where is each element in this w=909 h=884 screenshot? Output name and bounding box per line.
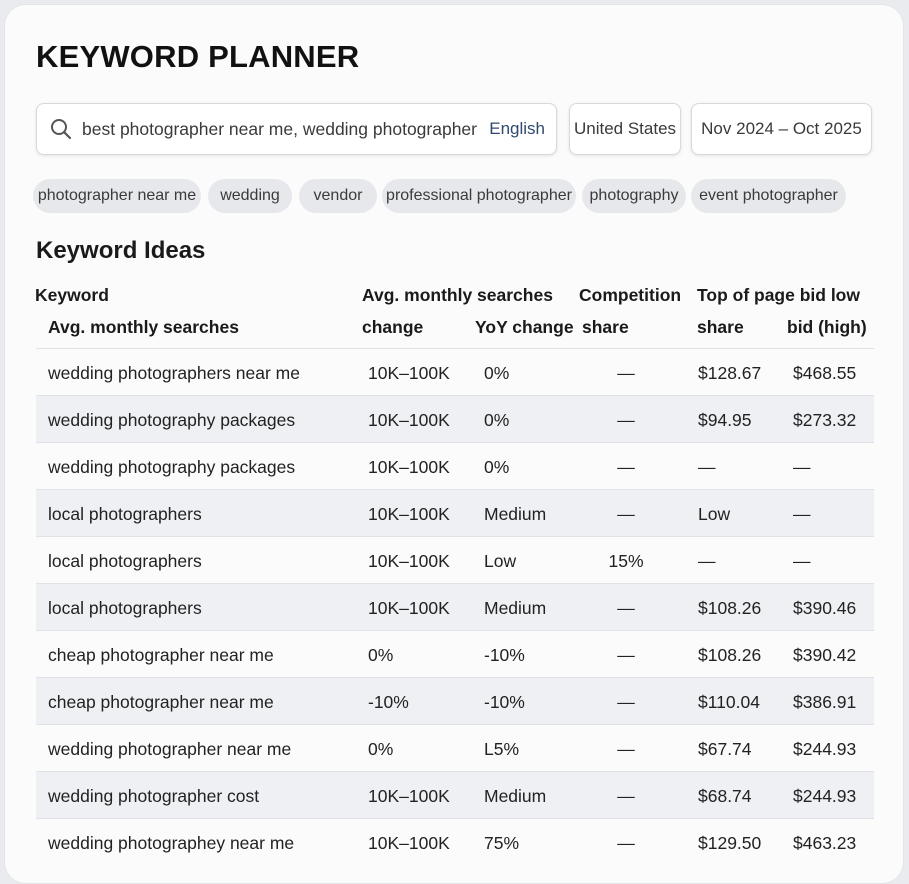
search-input[interactable] xyxy=(36,103,557,155)
table-header xyxy=(5,285,904,347)
cell-keyword: wedding photographers near me xyxy=(48,363,300,383)
cell-competition: — xyxy=(617,410,635,430)
cell-bid-low: $128.67 xyxy=(698,363,762,383)
cell-bid-low: — xyxy=(698,551,716,571)
cell-avg-monthly-searches: 10K–100K xyxy=(368,598,450,618)
header-bid-high[interactable]: bid (high) xyxy=(787,317,867,337)
chip-professional-photographer[interactable]: professional photographer xyxy=(382,179,576,213)
chip-vendor[interactable]: vendor xyxy=(299,179,377,213)
cell-yoy-change: -10% xyxy=(484,692,525,712)
cell-avg-monthly-searches: 10K–100K xyxy=(368,786,450,806)
cell-keyword: local photographers xyxy=(48,551,202,571)
cell-keyword: local photographers xyxy=(48,504,202,524)
table-row[interactable] xyxy=(36,771,874,818)
table-row[interactable] xyxy=(36,395,874,442)
table-row[interactable] xyxy=(36,724,874,771)
cell-bid-high: — xyxy=(793,504,811,524)
cell-yoy-change: 0% xyxy=(484,457,510,477)
cell-keyword: wedding photography packages xyxy=(48,410,296,430)
language-selector[interactable]: English xyxy=(489,119,545,138)
cell-keyword: wedding photographey near me xyxy=(48,833,295,853)
cell-competition: 15% xyxy=(608,551,644,571)
table-row[interactable] xyxy=(36,818,874,865)
page-title: KEYWORD PLANNER xyxy=(36,39,360,74)
cell-bid-low: $68.74 xyxy=(698,786,752,806)
cell-bid-low: — xyxy=(698,457,716,477)
cell-bid-low: $94.95 xyxy=(698,410,752,430)
cell-bid-high: — xyxy=(793,551,811,571)
chip-photography[interactable]: photography xyxy=(582,179,686,213)
cell-bid-low: $108.26 xyxy=(698,645,762,665)
cell-bid-high: — xyxy=(793,457,811,477)
cell-competition: — xyxy=(617,692,635,712)
location-selector[interactable]: United States xyxy=(569,103,681,155)
table-row[interactable] xyxy=(36,536,874,583)
cell-bid-high: $463.23 xyxy=(793,833,857,853)
header-top-bid-low[interactable]: Top of page bid low xyxy=(697,285,860,305)
cell-competition: — xyxy=(617,598,635,618)
cell-yoy-change: Low xyxy=(484,551,517,571)
cell-bid-low: $67.74 xyxy=(698,739,752,759)
cell-keyword: local photographers xyxy=(48,598,202,618)
header-competition[interactable]: Competition xyxy=(579,285,682,305)
chip-wedding[interactable]: wedding xyxy=(208,179,292,213)
cell-bid-low: $129.50 xyxy=(698,833,762,853)
cell-competition: — xyxy=(617,786,635,806)
cell-avg-monthly-searches: 10K–100K xyxy=(368,410,450,430)
cell-bid-high: $244.93 xyxy=(793,786,857,806)
table-row[interactable] xyxy=(36,677,874,724)
section-title: Keyword Ideas xyxy=(36,237,206,264)
cell-yoy-change: 0% xyxy=(484,410,510,430)
table-row[interactable] xyxy=(36,630,874,677)
cell-yoy-change: -10% xyxy=(484,645,525,665)
cell-avg-monthly-searches: -10% xyxy=(368,692,409,712)
cell-competition: — xyxy=(617,833,635,853)
keyword-planner-card xyxy=(4,4,904,884)
cell-yoy-change: 0% xyxy=(484,363,510,383)
chip-photographer-near-me[interactable]: photographer near me xyxy=(33,179,201,213)
cell-bid-low: $110.04 xyxy=(698,692,760,712)
chip-event-photographer[interactable]: event photographer xyxy=(691,179,846,213)
date-range-selector[interactable]: Nov 2024 – Oct 2025 xyxy=(691,103,872,155)
table-row[interactable] xyxy=(36,489,874,536)
cell-bid-low: $108.26 xyxy=(698,598,762,618)
header-keyword[interactable]: Keyword xyxy=(35,285,109,305)
cell-bid-high: $468.55 xyxy=(793,363,857,383)
cell-keyword: cheap photographer near me xyxy=(48,692,274,712)
cell-avg-monthly-searches: 10K–100K xyxy=(368,457,450,477)
cell-keyword: wedding photography packages xyxy=(48,457,296,477)
header-bid-share[interactable]: share xyxy=(697,317,744,337)
cell-bid-low: Low xyxy=(698,504,731,524)
cell-keyword: wedding photographer cost xyxy=(48,786,260,806)
cell-competition: — xyxy=(617,645,635,665)
header-yoy-change[interactable]: YoY change xyxy=(475,317,574,337)
cell-avg-monthly-searches: 0% xyxy=(368,645,394,665)
cell-competition: — xyxy=(617,363,635,383)
header-avg-monthly[interactable]: Avg. monthly searches xyxy=(362,285,553,305)
cell-competition: — xyxy=(617,504,635,524)
cell-bid-high: $386.91 xyxy=(793,692,857,712)
search-icon xyxy=(50,118,72,140)
cell-avg-monthly-searches: 10K–100K xyxy=(368,551,450,571)
table-row[interactable] xyxy=(36,348,874,395)
cell-yoy-change: Medium xyxy=(484,786,547,806)
cell-bid-high: $390.46 xyxy=(793,598,857,618)
cell-yoy-change: L5% xyxy=(484,739,520,759)
keyword-table xyxy=(36,348,874,865)
header-avg-change[interactable]: change xyxy=(362,317,424,337)
cell-yoy-change: Medium xyxy=(484,504,547,524)
cell-bid-high: $390.42 xyxy=(793,645,857,665)
cell-yoy-change: Medium xyxy=(484,598,547,618)
table-row[interactable] xyxy=(36,442,874,489)
cell-keyword: wedding photographer near me xyxy=(48,739,292,759)
cell-competition: — xyxy=(617,739,635,759)
table-row[interactable] xyxy=(36,583,874,630)
cell-avg-monthly-searches: 0% xyxy=(368,739,394,759)
header-avg-sub[interactable]: Avg. monthly searches xyxy=(48,317,239,337)
cell-yoy-change: 75% xyxy=(484,833,520,853)
cell-avg-monthly-searches: 10K–100K xyxy=(368,833,450,853)
cell-bid-high: $244.93 xyxy=(793,739,857,759)
cell-competition: — xyxy=(617,457,635,477)
cell-avg-monthly-searches: 10K–100K xyxy=(368,504,450,524)
cell-avg-monthly-searches: 10K–100K xyxy=(368,363,450,383)
search-query[interactable]: best photographer near me, wedding photographer xyxy=(82,118,477,139)
header-competition-share[interactable]: share xyxy=(582,317,629,337)
cell-bid-high: $273.32 xyxy=(793,410,857,430)
cell-keyword: cheap photographer near me xyxy=(48,645,274,665)
